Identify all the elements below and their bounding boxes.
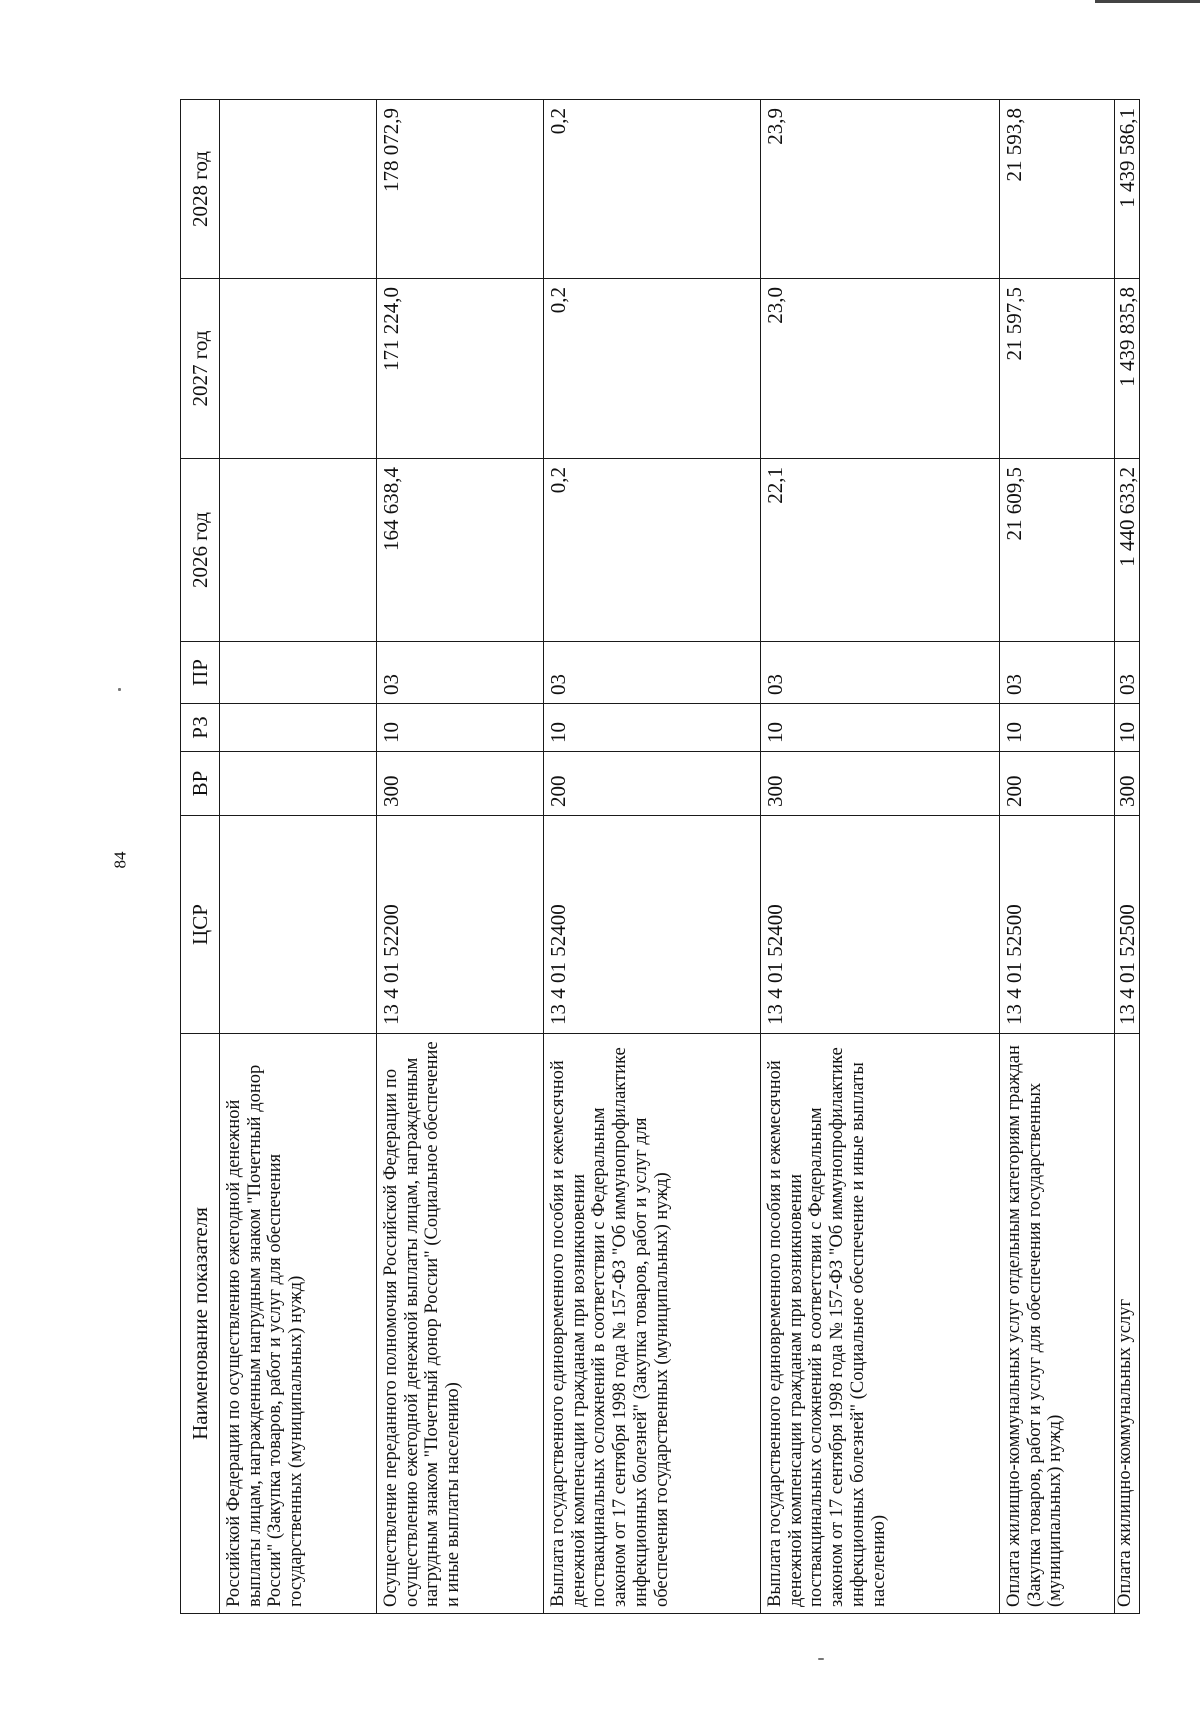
row-rz xyxy=(220,704,377,752)
header-csr: ЦСР xyxy=(181,816,220,1034)
row-2027: 171 224,0 xyxy=(377,279,544,459)
row-name: Осуществление переданного полномочия Российской Федерации по осуществлению ежегодной денежной выплаты лицам, награжденным нагрудным знаком "Почетный донор России" (Социальное обеспечение и иные выплаты населению) xyxy=(377,1034,544,1614)
row-2028: 21 593,8 xyxy=(1000,100,1115,279)
scan-edge-line xyxy=(1095,0,1200,3)
row-vr: 300 xyxy=(377,752,544,816)
row-rz: 10 xyxy=(544,704,761,752)
row-vr: 200 xyxy=(1000,752,1115,816)
row-name: Выплата государственного единовременного пособия и ежемесячной денежной компенсации гражданам при возникновении поствакцинальных осложнений в соответствии с Федеральным законом от 17 сентября 1998 года № 157-ФЗ "Об иммунопрофилактике инфекционных болезней" (Закупка товаров, работ и услуг для обеспечения государственных (муниципальных) нужд) xyxy=(544,1034,761,1614)
row-rz: 10 xyxy=(761,704,1000,752)
row-2028: 0,2 xyxy=(544,100,761,279)
header-2027: 2027 год xyxy=(181,279,220,459)
row-csr: 13 4 01 52500 xyxy=(1000,816,1115,1034)
budget-table xyxy=(180,99,1140,1614)
table-row xyxy=(1115,100,1140,1614)
row-name: Выплата государственного единовременного пособия и ежемесячной денежной компенсации гражданам при возникновении поствакцинальных осложнений в соответствии с Федеральным законом от 17 сентября 1998 года № 157-ФЗ "Об иммунопрофилактике инфекционных болезней" (Социальное обеспечение и иные выплаты населению) xyxy=(761,1034,1000,1614)
rotated-sheet xyxy=(180,100,1139,1614)
row-2026: 1 440 633,2 xyxy=(1115,459,1140,642)
row-csr: 13 4 01 52200 xyxy=(377,816,544,1034)
page-number: 84 xyxy=(110,851,129,869)
row-csr: 13 4 01 52400 xyxy=(544,816,761,1034)
header-2026: 2026 год xyxy=(181,459,220,642)
row-vr: 300 xyxy=(761,752,1000,816)
table-row xyxy=(761,100,1000,1614)
row-2027: 1 439 835,8 xyxy=(1115,279,1140,459)
table-row xyxy=(377,100,544,1614)
row-pr: 03 xyxy=(377,642,544,704)
row-pr: 03 xyxy=(544,642,761,704)
row-2027: 23,0 xyxy=(761,279,1000,459)
row-pr: 03 xyxy=(1000,642,1115,704)
row-2026: 0,2 xyxy=(544,459,761,642)
row-rz: 10 xyxy=(377,704,544,752)
row-csr xyxy=(220,816,377,1034)
scan-speck xyxy=(118,688,121,691)
table-row xyxy=(220,100,377,1614)
row-2027: 0,2 xyxy=(544,279,761,459)
row-vr xyxy=(220,752,377,816)
row-2026: 22,1 xyxy=(761,459,1000,642)
table-row xyxy=(544,100,761,1614)
row-pr xyxy=(220,642,377,704)
row-csr: 13 4 01 52400 xyxy=(761,816,1000,1034)
scan-speck xyxy=(818,1658,824,1660)
row-2026 xyxy=(220,459,377,642)
row-name: Оплата жилищно-коммунальных услуг отдельным категориям граждан (Закупка товаров, работ и услуг для обеспечения государственных (муниципальных) нужд) xyxy=(1000,1034,1115,1614)
row-name: Российской Федерации по осуществлению ежегодной денежной выплаты лицам, награжденным нагрудным знаком "Почетный донор России" (Закупка товаров, работ и услуг для обеспечения государственных (муниципальных) нужд) xyxy=(220,1034,377,1614)
row-vr: 300 xyxy=(1115,752,1140,816)
row-2028 xyxy=(220,100,377,279)
header-row xyxy=(181,100,220,1614)
row-vr: 200 xyxy=(544,752,761,816)
row-2028: 178 072,9 xyxy=(377,100,544,279)
table-row xyxy=(1000,100,1115,1614)
row-2028: 1 439 586,1 xyxy=(1115,100,1140,279)
header-name: Наименование показателя xyxy=(181,1034,220,1614)
header-rz: РЗ xyxy=(181,704,220,752)
row-pr: 03 xyxy=(761,642,1000,704)
row-rz: 10 xyxy=(1000,704,1115,752)
table-region xyxy=(180,100,1139,1614)
row-pr: 03 xyxy=(1115,642,1140,704)
row-2027 xyxy=(220,279,377,459)
header-2028: 2028 год xyxy=(181,100,220,279)
row-2027: 21 597,5 xyxy=(1000,279,1115,459)
header-pr: ПР xyxy=(181,642,220,704)
row-2026: 21 609,5 xyxy=(1000,459,1115,642)
row-name: Оплата жилищно-коммунальных услуг xyxy=(1115,1034,1140,1614)
row-csr: 13 4 01 52500 xyxy=(1115,816,1140,1034)
header-vr: ВР xyxy=(181,752,220,816)
row-2026: 164 638,4 xyxy=(377,459,544,642)
row-rz: 10 xyxy=(1115,704,1140,752)
row-2028: 23,9 xyxy=(761,100,1000,279)
